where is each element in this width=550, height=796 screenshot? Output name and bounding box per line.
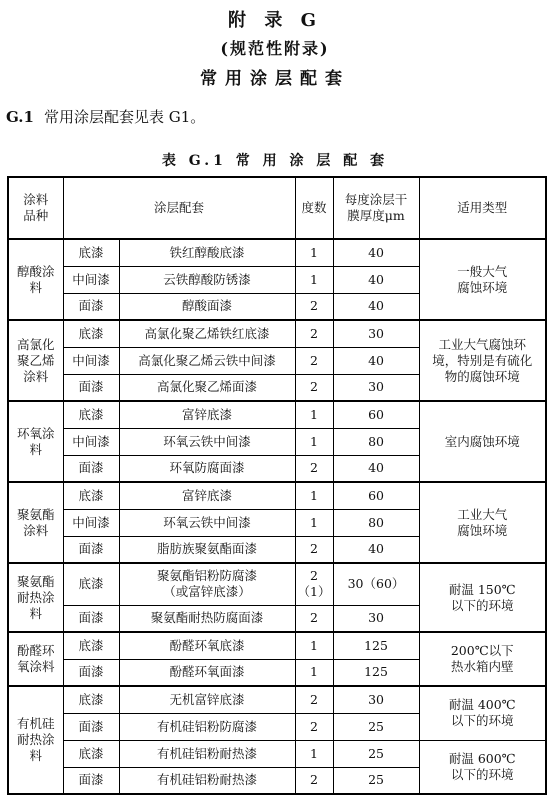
header-applicable: 适用类型 [419,177,546,239]
thickness-cell: 125 [333,632,419,659]
product-cell: 富锌底漆 [119,401,295,428]
product-cell: 酚醛环氧底漆 [119,632,295,659]
layer-cell: 面漆 [63,536,119,563]
layer-cell: 底漆 [63,632,119,659]
applicable-cell-line: 耐温 400℃ [448,697,516,713]
layer-cell: 面漆 [63,293,119,320]
table-header-row [8,177,546,239]
product-cell: 高氯化聚乙烯铁红底漆 [119,320,295,347]
times-cell: 1 [295,239,333,266]
product-cell: 高氯化聚乙烯面漆 [119,374,295,401]
header-kind: 涂料品种 [8,177,63,239]
applicable-cell-line: 腐蚀环境 [457,279,508,295]
thickness-cell: 30（60） [333,563,419,605]
layer-cell: 底漆 [63,239,119,266]
thickness-cell: 60 [333,401,419,428]
product-cell-line: （或富锌底漆） [163,584,251,600]
product-cell: 云铁醇酸防锈漆 [119,266,295,293]
thickness-cell: 80 [333,509,419,536]
product-cell: 聚氨酯耐热防腐面漆 [119,605,295,632]
times-cell: 1 [295,659,333,686]
clause-number: G.1 [6,108,34,126]
layer-cell: 中间漆 [63,266,119,293]
table-caption: 表 G.1 常 用 涂 层 配 套 [161,153,389,169]
times-cell: 2 [295,536,333,563]
table-row [8,686,546,713]
layer-cell: 面漆 [63,767,119,794]
table-row [8,482,546,509]
coating-kind [8,563,63,632]
times-cell: 1 [295,428,333,455]
coating-kind [8,401,63,482]
applicable-cell-line: 腐蚀环境 [457,522,508,538]
layer-cell: 底漆 [63,563,119,605]
thickness-cell: 30 [333,320,419,347]
times-cell: 2 [295,686,333,713]
table-row [8,401,546,428]
thickness-cell: 25 [333,713,419,740]
product-cell: 有机硅铝粉耐热漆 [119,767,295,794]
applicable-cell [419,686,546,740]
layer-cell: 底漆 [63,686,119,713]
applicable-cell-line: 耐温 600℃ [448,750,516,766]
times-cell: 1 [295,482,333,509]
layer-cell: 底漆 [63,320,119,347]
product-cell: 醇酸面漆 [119,293,295,320]
coating-kind [8,320,63,401]
thickness-cell: 30 [333,605,419,632]
applicable-cell [419,482,546,563]
times-cell: 1 [295,740,333,767]
product-cell: 富锌底漆 [119,482,295,509]
layer-cell: 底漆 [63,482,119,509]
table-row [8,239,546,266]
applicable-cell-line: 工业大气腐蚀环 [438,336,527,352]
normative-label: (规范性附录) [220,39,330,58]
times-cell: 2 [295,767,333,794]
times-cell: 2 [295,455,333,482]
applicable-cell-line: 境，特别是有硫化 [432,352,533,368]
coating-kind-line: 聚氨酯涂料 [17,506,55,538]
appendix-heading: 附 录 G [228,10,322,31]
times-cell: 1 [295,266,333,293]
applicable-cell-line: 以下的环境 [451,713,514,729]
thickness-cell: 40 [333,536,419,563]
coating-table [7,176,547,795]
thickness-cell: 25 [333,767,419,794]
thickness-cell: 40 [333,347,419,374]
applicable-cell [419,239,546,320]
thickness-cell: 60 [333,482,419,509]
layer-cell: 中间漆 [63,347,119,374]
coating-kind-line: 聚氨酯耐热涂料 [17,573,55,621]
product-cell: 高氯化聚乙烯云铁中间漆 [119,347,295,374]
thickness-cell: 40 [333,293,419,320]
times-cell: 1 [295,401,333,428]
thickness-cell: 30 [333,686,419,713]
applicable-cell-line: 200℃以下 [450,643,514,658]
applicable-cell-line: 工业大气 [457,506,508,522]
thickness-cell: 40 [333,239,419,266]
product-cell: 无机富锌底漆 [119,686,295,713]
header-times: 度数 [295,177,333,239]
thickness-cell: 125 [333,659,419,686]
clause-g1 [6,106,205,127]
layer-cell: 面漆 [63,374,119,401]
applicable-cell-line: 热水箱内壁 [451,659,514,674]
applicable-cell [419,563,546,632]
applicable-cell-line: 物的腐蚀环境 [444,368,520,384]
layer-cell: 面漆 [63,605,119,632]
thickness-cell: 40 [333,455,419,482]
product-cell: 有机硅铝粉防腐漆 [119,713,295,740]
times-cell: 2 [295,713,333,740]
applicable-cell [419,320,546,401]
applicable-cell [419,401,546,482]
layer-cell: 底漆 [63,740,119,767]
coating-kind [8,632,63,686]
layer-cell: 中间漆 [63,509,119,536]
coating-kind [8,482,63,563]
times-cell: 2 [295,320,333,347]
applicable-cell-line: 一般大气 [457,263,508,279]
coating-kind-line: 酚醛环氧涂料 [17,643,55,674]
times-cell: 2 [295,374,333,401]
applicable-cell-line: 室内腐蚀环境 [444,433,520,449]
product-cell-line: 聚氨酯铝粉防腐漆 [157,568,258,584]
table-row [8,632,546,659]
layer-cell: 面漆 [63,659,119,686]
times-cell: 2 [295,605,333,632]
thickness-cell: 25 [333,740,419,767]
table-row [8,740,546,767]
thickness-cell: 30 [333,374,419,401]
product-cell [119,563,295,605]
thickness-cell: 80 [333,428,419,455]
applicable-cell-line: 以下的环境 [451,766,514,782]
table-row [8,563,546,605]
coating-kind [8,239,63,320]
coating-kind-line: 有机硅耐热涂料 [17,716,55,763]
times-cell: 1 [295,632,333,659]
times-cell: 1 [295,509,333,536]
times-cell: 2（1） [295,563,333,605]
product-cell: 环氧云铁中间漆 [119,428,295,455]
product-cell: 环氧防腐面漆 [119,455,295,482]
layer-cell: 面漆 [63,713,119,740]
table-row [8,320,546,347]
coating-kind-line: 醇酸涂料 [17,263,55,295]
product-cell: 有机硅铝粉耐热漆 [119,740,295,767]
applicable-cell-line: 耐温 150℃ [448,581,516,597]
applicable-cell [419,740,546,794]
coating-kind-line: 环氧涂料 [17,425,55,457]
layer-cell: 面漆 [63,455,119,482]
header-coating: 涂层配套 [63,177,295,239]
header-thickness: 每度涂层干膜厚度μm [333,177,419,239]
layer-cell: 中间漆 [63,428,119,455]
product-cell: 铁红醇酸底漆 [119,239,295,266]
product-cell: 脂肪族聚氨酯面漆 [119,536,295,563]
times-cell: 2 [295,347,333,374]
layer-cell: 底漆 [63,401,119,428]
clause-text: 常用涂层配套见表 G1。 [43,108,206,126]
thickness-cell: 40 [333,266,419,293]
applicable-cell-line: 以下的环境 [451,597,514,613]
coating-kind [8,686,63,794]
appendix-title: 常用涂层配套 [200,69,350,89]
times-cell: 2 [295,293,333,320]
product-cell: 环氧云铁中间漆 [119,509,295,536]
product-cell: 酚醛环氧面漆 [119,659,295,686]
coating-kind-line: 高氯化聚乙烯涂料 [17,336,55,384]
applicable-cell [419,632,546,686]
